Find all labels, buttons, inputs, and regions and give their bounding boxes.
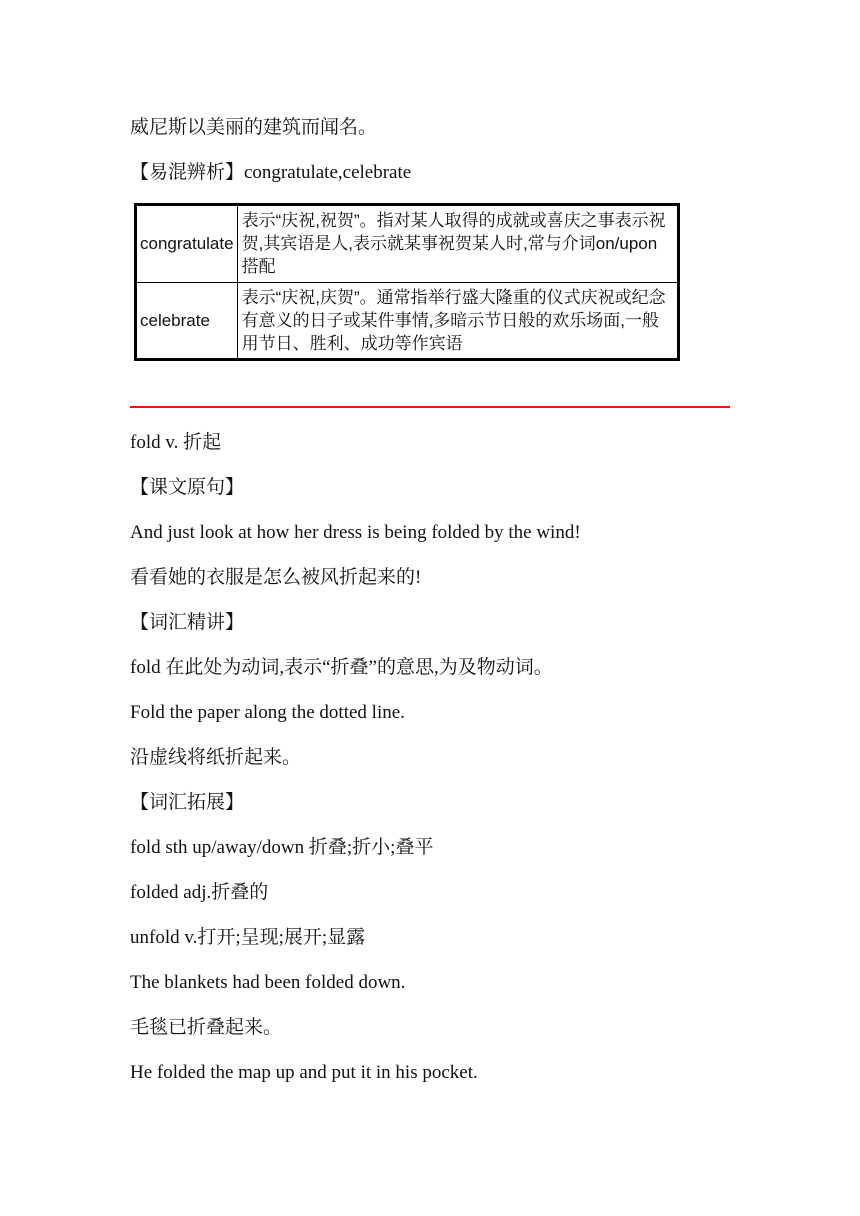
comparison-table [134,203,680,361]
expand-example-en: He folded the map up and put it in his pocket. [130,1062,478,1083]
example-sentence-zh: 威尼斯以美丽的建筑而闻名。 [130,117,378,138]
explain-example-zh: 沿虚线将纸折起来。 [130,747,302,768]
original-sentence-en: And just look at how her dress is being folded by the wind! [130,522,581,543]
explain-example-en: Fold the paper along the dotted line. [130,702,405,723]
vocab-explain-text: fold 在此处为动词,表示“折叠”的意思,为及物动词。 [130,657,553,678]
table-term: celebrate [136,282,238,360]
table-description: 表示“庆祝,祝贺”。指对某人取得的成就或喜庆之事表示祝贺,其宾语是人,表示就某事祝贺某人时,常与介词on/upon 搭配 [237,205,678,283]
original-sentence-zh: 看看她的衣服是怎么被风折起来的! [130,567,422,588]
expand-item: fold sth up/away/down 折叠;折小;叠平 [130,837,434,858]
confusion-heading: 【易混辨析】congratulate,celebrate [130,162,412,183]
headword: fold v. 折起 [130,432,222,453]
original-sentence-heading: 【课文原句】 [130,477,245,498]
vocab-expand-heading: 【词汇拓展】 [130,792,245,813]
vocab-explain-heading: 【词汇精讲】 [130,612,245,633]
table-row [136,205,679,283]
expand-example-zh: 毛毯已折叠起来。 [130,1017,283,1038]
section-divider [130,406,730,408]
expand-example-en: The blankets had been folded down. [130,972,406,993]
expand-item: unfold v.打开;呈现;展开;显露 [130,927,366,948]
table-term: congratulate [136,205,238,283]
table-row [136,282,679,360]
expand-item: folded adj.折叠的 [130,882,269,903]
table-description: 表示“庆祝,庆贺”。通常指举行盛大隆重的仪式庆祝或纪念有意义的日子或某件事情,多暗示节日般的欢乐场面,一般用节日、胜利、成功等作宾语 [237,282,678,360]
